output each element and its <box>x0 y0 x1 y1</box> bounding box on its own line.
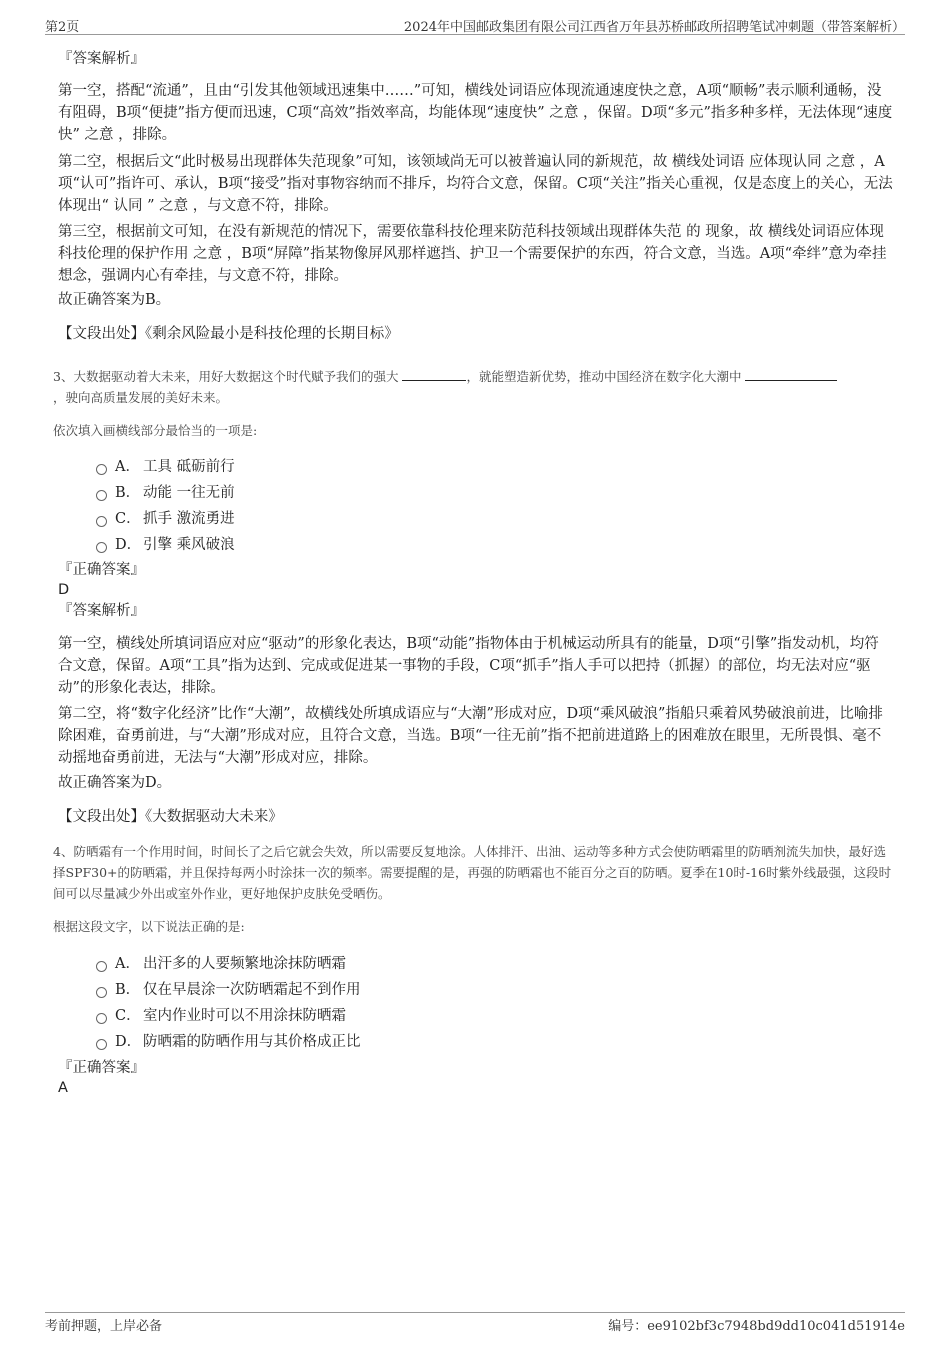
q2-analysis-p3: 第三空，根据前文可知，在没有新规范的情况下，需要依靠科技伦理来防范科技领域出现群体失范 的 现象，故 横线处词语应体现科技伦理的保护作用 之意 ，B项“屏障”指某物像屏风那样遮挡、护卫一个需要保护的东西，符合文意，当选。A项“牵绊”意为牵挂想念，强调内心有牵挂，与文意不符，排除。 <box>58 224 887 284</box>
q3-stem-part-b: ，就能塑造新优势，推动中国经济在数字化大潮中 <box>466 369 742 384</box>
q3-conclusion: 故正确答案为D。 <box>58 775 172 791</box>
q2-analysis-label: 『答案解析』 <box>58 51 145 67</box>
radio-icon[interactable] <box>96 987 107 998</box>
q3-blank-1 <box>402 366 466 381</box>
radio-icon[interactable] <box>96 1013 107 1024</box>
q4-answer: A <box>58 1080 68 1096</box>
page-footer <box>45 1312 905 1334</box>
radio-icon[interactable] <box>96 464 107 475</box>
q3-option-c[interactable]: C． 抓手 激流勇进 <box>96 507 235 528</box>
q3-answer: D <box>58 582 70 598</box>
footer-serial: 编号：ee9102bf3c7948bd9dd10c041d51914e <box>608 1319 905 1334</box>
q3-option-d[interactable]: D． 引擎 乘风破浪 <box>96 533 235 554</box>
footer-slogan: 考前押题，上岸必备 <box>45 1319 163 1334</box>
q4-option-a[interactable]: A． 出汗多的人要频繁地涂抹防晒霜 <box>96 952 346 973</box>
q4-stem: 4、防晒霜有一个作用时间，时间长了之后它就会失效，所以需要反复地涂。人体排汗、出油、运动等多种方式会使防晒霜里的防晒剂流失加快，最好选择SPF30+的防晒霜，并且保持每两小时涂抹一次的频率。需要提醒的是，再强的防晒霜也不能百分之百的防晒。夏季在10时-16时紫外线最强，这段时间可以尽量减少外出或室外作业，更好地保护皮肤免受晒伤。 <box>53 844 892 901</box>
q3-analysis-p2: 第二空，将“数字化经济”比作“大潮”，故横线处所填成语应与“大潮”形成对应，D项“乘风破浪”指船只乘着风势破浪前进，比喻排除困难，奋勇前进，与“大潮”形成对应，且符合文意，当选。B项“一往无前”指不把前进道路上的困难放在眼里，无所畏惧、毫不动摇地奋勇前进，无法与“大潮”形成对应，排除。 <box>58 706 883 766</box>
q2-analysis-p1: 第一空，搭配“流通”，且由“引发其他领域迅速集中……”可知，横线处词语应体现流通速度快之意，A项“顺畅”表示顺利通畅，没有阻碍，B项“便捷”指方便而迅速，C项“高效”指效率高，均能体现“速度快” 之意 ，保留。D项“多元”指多种多样，无法体现“速度快” 之意 ，排除。 <box>58 83 893 143</box>
radio-icon[interactable] <box>96 516 107 527</box>
radio-icon[interactable] <box>96 490 107 501</box>
q3-option-a[interactable]: A． 工具 砥砺前行 <box>96 455 235 476</box>
q2-source: 【文段出处】《剩余风险最小是科技伦理的长期目标》 <box>58 326 399 342</box>
q3-option-b[interactable]: B． 动能 一往无前 <box>96 481 235 502</box>
q4-prompt: 根据这段文字，以下说法正确的是: <box>53 919 245 934</box>
q4-option-b[interactable]: B． 仅在早晨涂一次防晒霜起不到作用 <box>96 978 361 999</box>
q3-prompt: 依次填入画横线部分最恰当的一项是: <box>53 423 258 438</box>
q2-conclusion: 故正确答案为B。 <box>58 292 171 308</box>
q3-blank-2 <box>745 366 837 381</box>
document-title: 2024年中国邮政集团有限公司江西省万年县苏桥邮政所招聘笔试冲刺题（带答案解析） <box>403 20 905 35</box>
q4-option-d[interactable]: D． 防晒霜的防晒作用与其价格成正比 <box>96 1030 361 1051</box>
q3-analysis-p1: 第一空，横线处所填词语应对应“驱动”的形象化表达，B项“动能”指物体由于机械运动所具有的能量，D项“引擎”指发动机，均符合文意，保留。A项“工具”指为达到、完成或促进某一事物的手段，C项“抓手”指人手可以把持（抓握）的部位，均无法对应“驱动”的形象化表达，排除。 <box>58 636 879 696</box>
q4-option-c[interactable]: C． 室内作业时可以不用涂抹防晒霜 <box>96 1004 346 1025</box>
q4-answer-label: 『正确答案』 <box>58 1060 145 1076</box>
page-number: 第2页 <box>45 20 80 35</box>
radio-icon[interactable] <box>96 1039 107 1050</box>
radio-icon[interactable] <box>96 961 107 972</box>
q3-answer-label: 『正确答案』 <box>58 562 145 578</box>
q3-stem-part-a: 3、大数据驱动着大未来，用好大数据这个时代赋予我们的强大 <box>53 369 399 384</box>
q2-analysis-p2: 第二空，根据后文“此时极易出现群体失范现象”可知，该领域尚无可以被普遍认同的新规范，故 横线处词语 应体现认同 之意 ，A项“认可”指许可、承认，B项“接受”指对事物容纳而不排斥，均符合文意，保留。C项“关注”指关心重视，仅是态度上的关心，无法体现出“ 认同 ” 之意 ，与文意不符，排除。 <box>58 154 893 214</box>
radio-icon[interactable] <box>96 542 107 553</box>
q3-analysis-label: 『答案解析』 <box>58 603 145 619</box>
page-header <box>45 14 905 35</box>
q3-stem-part-c: ，驶向高质量发展的美好未来。 <box>53 390 229 405</box>
q3-stem <box>53 366 898 408</box>
q3-source: 【文段出处】《大数据驱动大未来》 <box>58 809 283 825</box>
